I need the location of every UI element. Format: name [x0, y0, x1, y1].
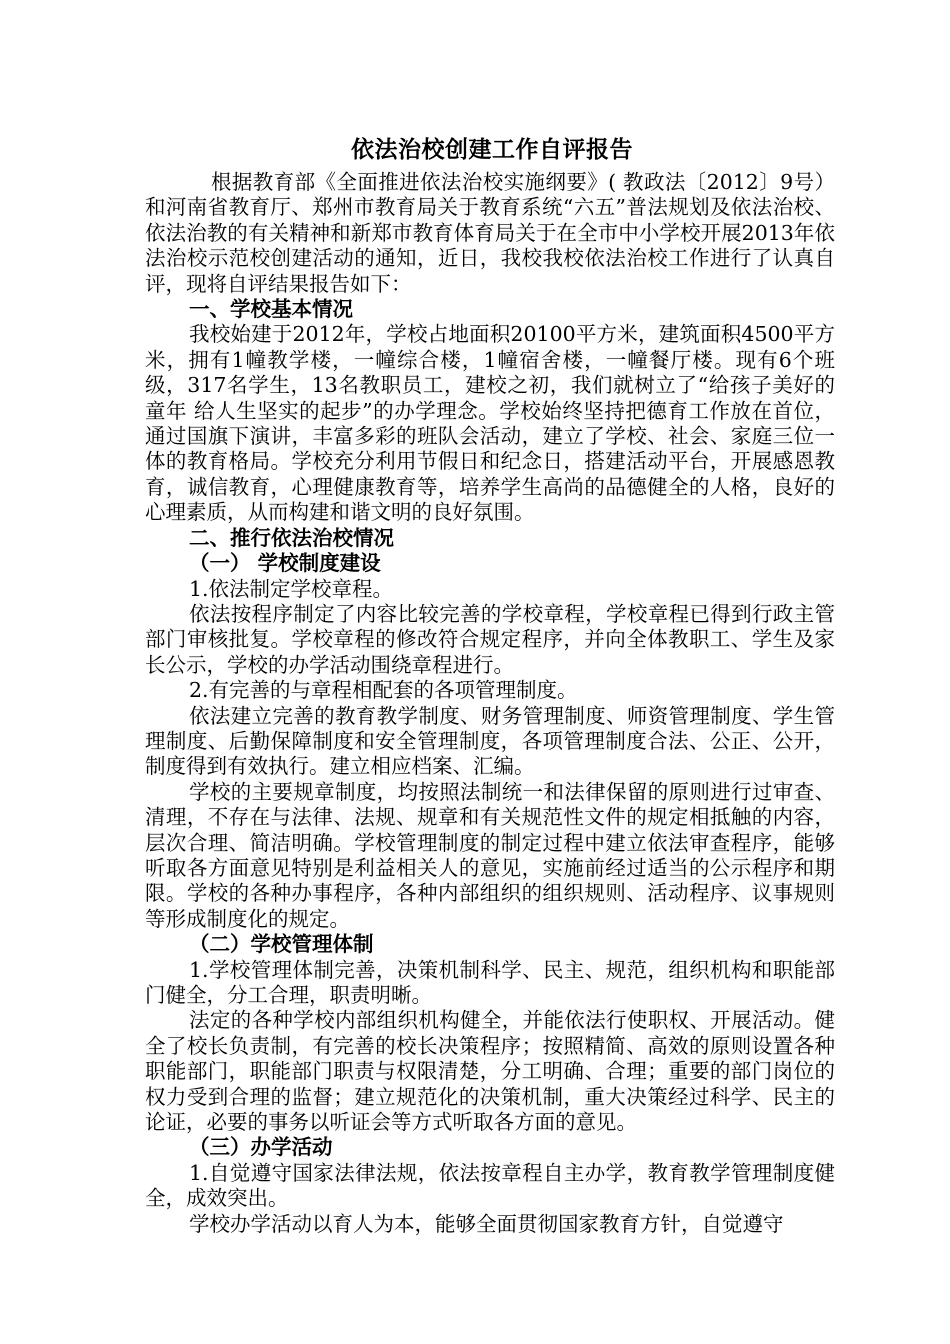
paragraph: 学校的主要规章制度，均按照法制统一和法律保留的原则进行过审查、清理，不存在与法律、法规、规章和有关规范性文件的规定相抵触的内容，层次合理、简洁明确。学校管理制度的制定过程中建立依法审查程序，能够听取各方面意见特别是利益相关人的意见，实施前经过适当的公示程序和期限。学校的各种办事程序，各种内部组织的组织规则、活动程序、议事规则等形成制度化的规定。: [145, 779, 835, 931]
document-page: [145, 130, 835, 1237]
paragraph: 法定的各种学校内部组织机构健全，并能依法行使职权、开展活动。健全了校长负责制，有完善的校长决策程序；按照精简、高效的原则设置各种职能部门，职能部门职责与权限清楚，分工明确、合理；重要的部门岗位的权力受到合理的监督；建立规范化的决策机制，重大决策经过科学、民主的论证，必要的事务以听证会等方式听取各方面的意见。: [145, 1008, 835, 1135]
section-heading: （二）学校管理体制: [189, 932, 374, 957]
paragraph: 依法建立完善的教育教学制度、财务管理制度、师资管理制度、学生管理制度、后勤保障制度和安全管理制度，各项管理制度合法、公正、公开，制度得到有效执行。建立相应档案、汇编。: [145, 703, 835, 779]
paragraph: 1.学校管理体制完善，决策机制科学、民主、规范，组织机构和职能部门健全，分工合理，职责明晰。: [145, 957, 835, 1007]
section-heading: 一、学校基本情况: [189, 297, 353, 322]
paragraph: 依法按程序制定了内容比较完善的学校章程，学校章程已得到行政主管部门审核批复。学校章程的修改符合规定程序，并向全体教职工、学生及家长公示，学校的办学活动围绕章程进行。: [145, 601, 835, 677]
document-body: [145, 170, 835, 1237]
section-heading: 二、推行依法治校情况: [189, 525, 394, 550]
section-heading: （三）办学活动: [189, 1135, 333, 1160]
document-title: 依法治校创建工作自评报告: [351, 137, 633, 163]
paragraph: 根据教育部《全面推进依法治校实施纲要》( 教政法〔2012〕9号）和河南省教育厅、郑州市教育局关于教育系统“六五”普法规划及依法治校、 依法治教的有关精神和新郑市教育体育局关于在全市中小学校开展2013年依法治校示范校创建活动的通知，近日，我校我校依法治校工作进行了认真自评，现将自评结果报告如下：: [145, 170, 835, 296]
section-heading: （一） 学校制度建设: [189, 551, 381, 576]
paragraph: 1.自觉遵守国家法律法规，依法按章程自主办学，教育教学管理制度健全，成效突出。: [145, 1160, 835, 1211]
paragraph: 1.依法制定学校章程。: [189, 576, 394, 601]
paragraph: 我校始建于2012年，学校占地面积20100平方米，建筑面积4500平方米，拥有1幢教学楼，一幢综合楼，1幢宿舍楼，一幢餐厅楼。现有6个班级，317名学生，13名教职员工，建校之初，我们就树立了“给孩子美好的童年 给人生坚实的起步”的办学理念。学校始终坚持把德育工作放在首位，通过国旗下演讲，丰富多彩的班队会活动，建立了学校、社会、家庭三位一体的教育格局。学校充分利用节假日和纪念日，搭建活动平台，开展感恩教育，诚信教育，心理健康教育等，培养学生高尚的品德健全的人格，良好的心理素质，从而构建和谐文明的良好氛围。: [145, 322, 835, 525]
paragraph: 学校办学活动以育人为本，能够全面贯彻国家教育方针，自觉遵守: [189, 1211, 784, 1236]
paragraph: 2.有完善的与章程相配套的各项管理制度。: [189, 678, 578, 703]
